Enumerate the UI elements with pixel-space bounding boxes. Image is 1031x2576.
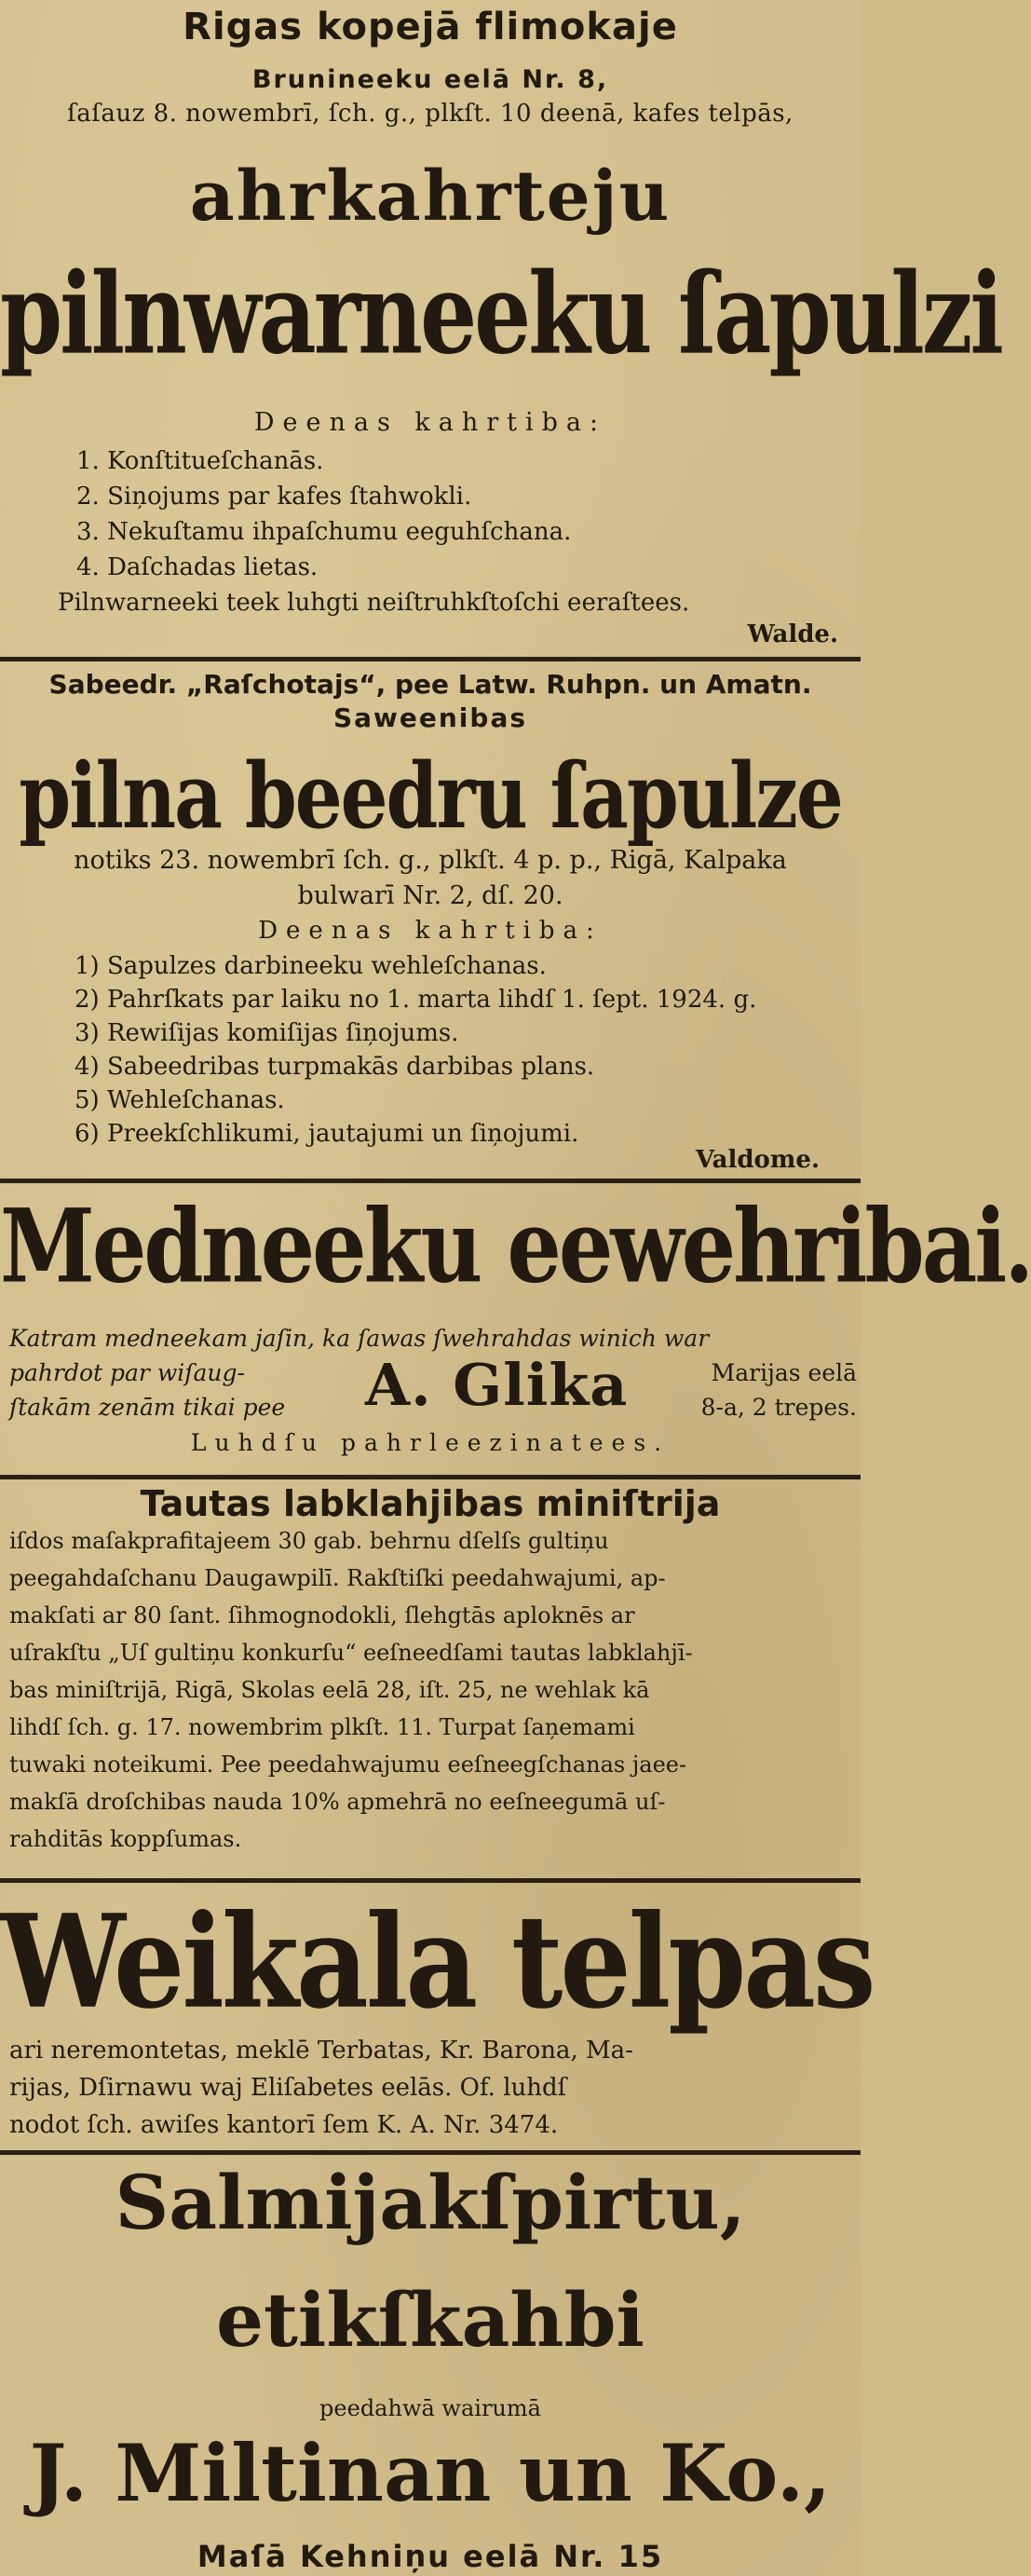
ad-hunters (0, 1183, 1031, 1474)
ad1-agenda-item: 2. Siņojums par kafes ſtahwokli. (76, 483, 472, 511)
ad3-body-3-left: ſtakām zenām tikai pee (9, 1394, 286, 1421)
ad2-line-1: Sabeedr. „Raſchotajs“, pee Latw. Ruhpn. un Amatn. (48, 669, 812, 700)
ad5-line-2: rijas, Dſirnawu waj Eliſabetes eelās. Of. luhdſ (9, 2074, 567, 2102)
ad3-body-2-right: Marijas eelā (711, 1359, 857, 1386)
ad2-body-2: bulwarī Nr. 2, dſ. 20. (297, 881, 563, 910)
ad3-heading: Medneeku eewehribai. (0, 1187, 1031, 1306)
ad2-agenda-item: 1) Sapulzes darbineeku wehleſchanas. (75, 952, 547, 980)
ad6-subheading: peedahwā wairumā (319, 2395, 541, 2421)
ad6-company: J. Miltinan un Ko., (29, 2427, 832, 2519)
ad5-heading: Weikala telpas (0, 1887, 874, 2038)
ad1-signature: Walde. (747, 620, 838, 648)
ad3-footer: Luhdſu pahrleezinatees. (190, 1429, 671, 1456)
ad1-agenda-title: Deenas kahrtiba: (253, 408, 607, 437)
ad4-heading: Tautas labklahjibas miniſtrija (140, 1483, 721, 1524)
ad-shop-premises (0, 1883, 874, 2149)
ad2-line-2: Saweenibas (332, 702, 528, 733)
ad4-line: makſati ar 80 ſant. ſihmognodokli, ſlehgtās aploknēs ar (9, 1602, 635, 1629)
ad-cooperative-meeting (0, 0, 1001, 654)
ad1-agenda-item: 4. Daſchadas lietas. (76, 553, 319, 581)
ad4-line: lihdſ ſch. g. 17. nowembrim plkſt. 11. Turpat ſaņemami (9, 1714, 635, 1740)
ad2-body-1: notiks 23. nowembrī ſch. g., plkſt. 4 p. p., Rigā, Kalpaka (74, 846, 787, 875)
ad4-line: peegahdaſchanu Daugawpilī. Rakſtiſki peedahwajumi, ap- (9, 1565, 666, 1591)
ad5-line-1: ari neremontetas, meklē Terbatas, Kr. Barona, Ma- (9, 2037, 633, 2065)
ad4-line: makſā droſchibas nauda 10% apmehrā no eeſneegumā uſ- (9, 1789, 666, 1815)
ad2-agenda-title: Deenas kahrtiba: (258, 917, 603, 945)
ad1-note: Pilnwarneeki teek luhgti neiſtruhkſtoſchi eeraſtees. (58, 589, 690, 617)
ad4-line: bas miniſtrijā, Rigā, Skolas eelā 28, iſt. 25, ne wehlak kā (9, 1677, 650, 1703)
ad6-heading-1: Salmijakſpirtu, (115, 2159, 746, 2246)
ad5-line-3: nodot ſch. awiſes kantorī ſem K. A. Nr. 3474. (9, 2111, 559, 2139)
ad3-name: A. Glika (365, 1351, 629, 1419)
ad1-agenda-item: 3. Nekuſtamu ihpaſchumu eeguhſchana. (76, 518, 572, 546)
ad1-title: Rigas kopejā flimokaje (183, 6, 678, 48)
ad1-heading-2: pilnwarneeku ſapulzi (0, 248, 1001, 380)
ad1-date-line: ſaſauz 8. nowembrī, ſch. g., plkſt. 10 deenā, kafes telpās, (67, 100, 794, 128)
ad3-body-3-right: 8-a, 2 trepes. (700, 1394, 857, 1421)
ad-welfare-ministry (0, 1479, 861, 1876)
ad2-signature: Valdome. (695, 1146, 820, 1174)
ad2-agenda-item: 5) Wehleſchanas. (75, 1086, 285, 1114)
ad6-address: Maſā Kehniņu eelā Nr. 15 (197, 2539, 664, 2574)
ad-society-meeting (0, 661, 861, 1176)
ad2-agenda-item: 2) Pahrſkats par laiku no 1. marta lihdſ 1. ſept. 1924. g. (75, 986, 757, 1014)
ad4-line: uſrakſtu „Uſ gultiņu konkurſu“ eeſneedſami tautas labklahjī- (9, 1640, 693, 1666)
ad1-address: Brunineeku eelā Nr. 8, (251, 65, 609, 94)
ad1-agenda-item: 1. Konſtitueſchanās. (76, 447, 324, 475)
ad3-body-2-left: pahrdot par wiſaug- (9, 1359, 245, 1386)
ad2-agenda-item: 4) Sabeedribas turpmakās darbibas plans. (75, 1053, 595, 1081)
ad3-body-1: Katram medneekam jaſin, ka ſawas ſwehrahdas winich war (9, 1325, 710, 1352)
ad6-heading-2: etikſkahbi (216, 2276, 644, 2364)
ad4-line: iſdos maſakprafitajeem 30 gab. behrnu dſelſs gultiņu (9, 1528, 609, 1554)
ad4-line: rahditās koppſumas. (9, 1826, 242, 1852)
ad-chemicals (0, 2155, 861, 2576)
ad2-heading: pilna beedru ſapulze (19, 743, 842, 849)
ad2-agenda-item: 6) Preekſchlikumi, jautajumi un ſiņojumi. (75, 1120, 579, 1148)
ad4-line: tuwaki noteikumi. Pee peedahwajumu eeſneegſchanas jaee- (9, 1751, 687, 1778)
ad1-heading-1: ahrkahrteju (189, 157, 672, 237)
ad2-agenda-item: 3) Rewiſijas komiſijas ſiņojums. (75, 1019, 459, 1047)
